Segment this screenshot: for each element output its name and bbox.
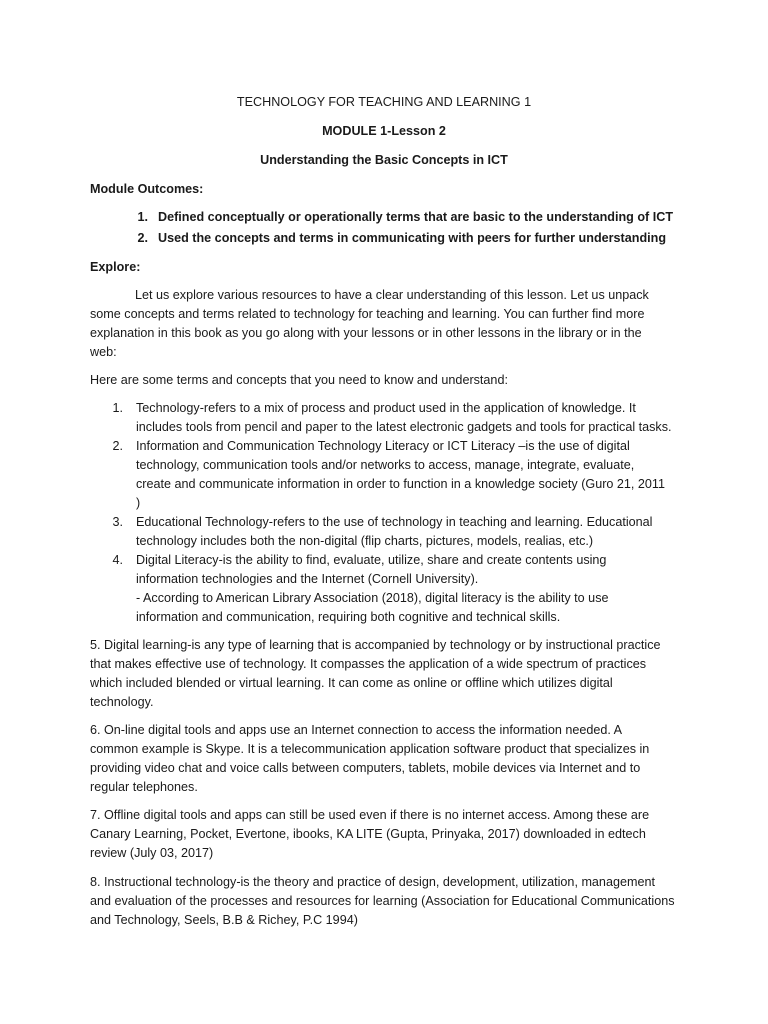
text-line: 5. Digital learning-is any type of learning that is accompanied by technology or by instructional practice [90, 638, 661, 652]
outcome-item [0, 208, 768, 227]
course-title: TECHNOLOGY FOR TEACHING AND LEARNING 1 [236, 95, 532, 109]
text-line: Digital Literacy-is the ability to find, evaluate, utilize, share and create contents using [136, 553, 607, 567]
text-line: which included blended or virtual learning. It can come as online or offline which utilizes digital [90, 676, 613, 690]
text-line: and evaluation of the processes and resources for learning (Association for Educational Communications [90, 894, 675, 908]
text-line: web: [90, 345, 117, 359]
outcome-number: 1. [137, 210, 148, 224]
text-line: 6. On-line digital tools and apps use an Internet connection to access the information needed. A [90, 723, 623, 737]
text-line: information technologies and the Internet (Cornell University). [136, 572, 479, 586]
text-line: explanation in this book as you go along with your lessons or in other lessons in the library or in the [90, 326, 642, 340]
explore-intro [90, 286, 649, 362]
text-line: that makes effective use of technology. It compasses the application of a wide spectrum of practices [90, 657, 647, 671]
item-number: 1. [112, 401, 123, 415]
paragraph-offline-tools [90, 806, 649, 863]
explore-heading: Explore: [90, 260, 141, 274]
text-line: technology. [90, 695, 154, 709]
module-lesson-title: MODULE 1-Lesson 2 [322, 124, 446, 138]
text-line: 7. Offline digital tools and apps can still be used even if there is no internet access. Among these are [90, 808, 650, 822]
text-line: information and communication, requiring both cognitive and technical skills. [136, 610, 561, 624]
text-line: providing video chat and voice calls between computers, tablets, mobile devices via Internet and to [90, 761, 641, 775]
terms-intro: Here are some terms and concepts that you need to know and understand: [90, 373, 508, 387]
item-number: 2. [112, 439, 123, 453]
text-line: Let us explore various resources to have a clear understanding of this lesson. Let us unpack [135, 288, 649, 302]
text-line: includes tools from pencil and paper to the latest electronic gadgets and tools for practical tasks. [136, 420, 672, 434]
paragraph-instructional-technology [90, 873, 675, 930]
text-line: Canary Learning, Pocket, Evertone, ibooks, KA LITE (Gupta, Prinyaka, 2017) downloaded in edtech [90, 827, 646, 841]
outcome-text: Used the concepts and terms in communicating with peers for further understanding [158, 231, 667, 245]
item-number: 3. [112, 515, 123, 529]
text-line: Information and Communication Technology Literacy or ICT Literacy –is the use of digital [136, 439, 630, 453]
item-number: 4. [112, 553, 123, 567]
paragraph-digital-learning [90, 636, 661, 712]
text-line: create and communicate information in order to function in a knowledge society (Guro 21, 2011 [136, 477, 665, 491]
text-line: Technology-refers to a mix of process and product used in the application of knowledge. It [136, 401, 636, 415]
text-line: regular telephones. [90, 780, 198, 794]
outcome-text: Defined conceptually or operationally terms that are basic to the understanding of ICT [158, 210, 674, 224]
text-line: 8. Instructional technology-is the theory and practice of design, development, utilization, management [90, 875, 655, 889]
outcome-number: 2. [137, 231, 148, 245]
text-line: ) [136, 496, 141, 510]
text-line: some concepts and terms related to technology for teaching and learning. You can further find more [90, 307, 645, 321]
text-line: technology, communication tools and/or networks to access, manage, integrate, evaluate, [136, 458, 635, 472]
text-line: review (July 03, 2017) [90, 846, 214, 860]
outcomes-heading: Module Outcomes: [90, 182, 204, 196]
text-line: common example is Skype. It is a telecommunication application software product that specializes in [90, 742, 650, 756]
text-line: technology includes both the non-digital (flip charts, pictures, models, realias, etc.) [136, 534, 594, 548]
outcome-item [0, 229, 768, 248]
paragraph-online-tools [90, 721, 649, 797]
text-line: and Technology, Seels, B.B & Richey, P.C 1994) [90, 913, 358, 927]
lesson-title: Understanding the Basic Concepts in ICT [260, 153, 508, 167]
text-line: Educational Technology-refers to the use of technology in teaching and learning. Educational [136, 515, 653, 529]
text-line: - According to American Library Association (2018), digital literacy is the ability to use [136, 591, 609, 605]
terms-list [0, 399, 768, 629]
